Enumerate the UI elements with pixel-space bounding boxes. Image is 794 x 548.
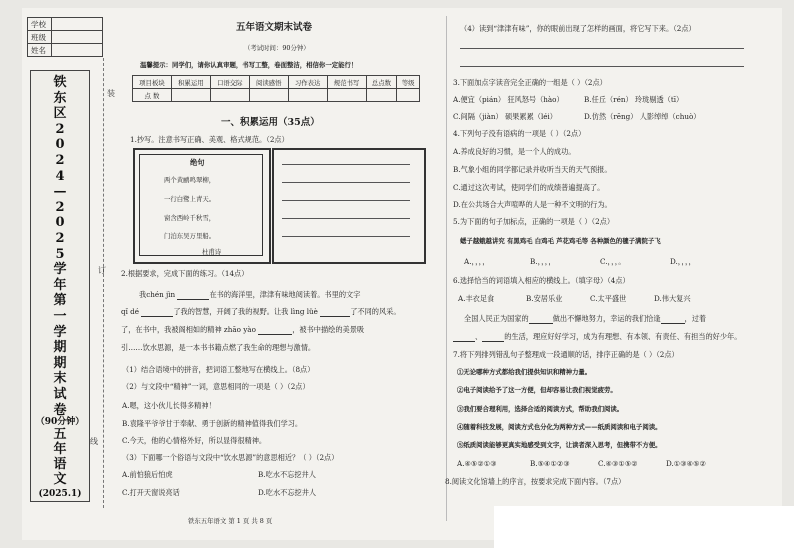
- option-a[interactable]: A.嗯，这小伙儿长得多精神！: [122, 401, 216, 410]
- answer-line[interactable]: [460, 48, 744, 49]
- subquestion-3: （3）下面哪一个俗语与文段中“饮水思源”的意思相近？（ ）（2点）: [122, 453, 339, 462]
- option-d[interactable]: D.仿然（rēng） 人影绰绰（chuò）: [584, 112, 701, 121]
- option-d[interactable]: D.在公共场合大声喧哗的人是一种不文明的行为。: [453, 200, 612, 209]
- option-c: C.太平盛世: [590, 294, 627, 303]
- answer-blank[interactable]: [661, 314, 685, 324]
- vertical-title-char: 区: [53, 106, 67, 122]
- sentence-item: ①无论哪种方式都给我们提供知识和精神力量。: [457, 368, 592, 376]
- option-c[interactable]: C.，，，。: [600, 257, 626, 266]
- sentence-item: ⑤纸质阅读能够更真实地感受到文字，让读者深入思考，但携带不方便。: [457, 441, 662, 449]
- score-table-header: 习作表达: [288, 76, 327, 89]
- vertical-title-char: —: [53, 184, 67, 200]
- question-6: 6.选择恰当的词语填入相应的横线上。（填字母）（4点）: [453, 276, 630, 285]
- answer-blank[interactable]: [320, 307, 350, 317]
- score-row-label: 点 数: [133, 89, 172, 102]
- writing-line: [282, 164, 410, 165]
- vertical-title-char: 东: [53, 90, 67, 106]
- vertical-title-char: 学: [53, 262, 67, 278]
- question-5: 5.为下面的句子加标点，正确的一项是（ ）（2点）: [453, 217, 615, 226]
- answer-line[interactable]: [460, 66, 744, 67]
- question-7: 7.将下列排列错乱句子整理成一段通顺的话，排序正确的是（ ）（2点）: [453, 350, 679, 359]
- score-table-header: 规范书写: [327, 76, 366, 89]
- vertical-title-char: 2: [55, 199, 65, 215]
- exam-duration: （90分钟）: [35, 417, 85, 427]
- question-2-4: （4）读到“津津有味”，你的眼前出现了怎样的画面，将它写下来。（2点）: [460, 24, 696, 33]
- grade-subject-char: 五: [53, 427, 67, 442]
- tip-text: 温馨提示：同学们，请你认真审题，书写工整，卷面整洁，相信你一定能行！: [140, 61, 358, 69]
- option-d: D.伟大复兴: [654, 294, 691, 303]
- grade-subject-char: 文: [53, 472, 67, 487]
- writing-line: [282, 200, 410, 201]
- exam-time: （考试时间：90分钟）: [244, 44, 310, 52]
- option-c[interactable]: C.今天，他的心情格外好，所以显得很精神。: [122, 436, 267, 445]
- option-d[interactable]: D.①③④⑤②: [666, 459, 707, 468]
- exam-date: (2025.1): [38, 489, 82, 499]
- page-footer: 铁东五年语文 第 1 页 共 8 页: [188, 517, 273, 525]
- name-label: 姓名: [28, 44, 52, 57]
- vertical-title-char: 末: [53, 371, 67, 387]
- column-divider: [446, 16, 447, 521]
- option-a[interactable]: A.，，，，: [464, 257, 490, 266]
- score-table-header: 积累运用: [171, 76, 210, 89]
- writing-line: [282, 182, 410, 183]
- passage-line-3: 了，在书中，我被阁相如的精神 zhāo yào ，被书中描绘的美景吸: [121, 325, 365, 334]
- vertical-title-char: 第: [53, 293, 67, 309]
- student-info-table: [27, 17, 103, 57]
- binding-line: [103, 58, 104, 508]
- vertical-title-char: 期: [53, 355, 67, 371]
- answer-blank[interactable]: [141, 307, 173, 317]
- answer-blank[interactable]: [177, 290, 209, 300]
- poem-line: 两个黄鹂鸣翠柳，: [164, 176, 216, 184]
- answer-blank[interactable]: [529, 314, 553, 324]
- sentence-item: ③我们要合理利用，选择合适的阅读方式，帮助我们阅读。: [457, 405, 624, 413]
- subquestion-2: （2）与文段中“精神”一词，意思相同的一项是（ ）（2点）: [122, 382, 310, 391]
- poem-line: 门泊东吴万里船。: [164, 232, 216, 240]
- score-table-header: 阅读感悟: [249, 76, 288, 89]
- option-a[interactable]: A.便宜（pián） 狂风怒号（hào）: [453, 95, 564, 104]
- vertical-title-char: 2: [55, 153, 65, 168]
- sentence-item: ④随着科技发展，阅读方式也分化为两种方式——纸质阅读和电子阅读。: [457, 423, 662, 431]
- question-8: 8.阅读文化馆墙上的序言，按要求完成下面内容。（7点）: [445, 477, 626, 486]
- fill-line-2: 、 的生活，理应好好学习，成为有理想、有本领、有责任、有担当的好少年。: [453, 331, 741, 342]
- vertical-title-char: 试: [53, 387, 67, 402]
- vertical-title-char: 期: [53, 340, 67, 356]
- option-d[interactable]: D.吃水不忘挖井人: [258, 488, 317, 497]
- option-a[interactable]: A.养成良好的习惯，是一个人的成功。: [453, 147, 576, 156]
- exam-title: 五年语文期末试卷: [236, 22, 313, 33]
- binding-mark-ding: 订: [98, 266, 106, 275]
- writing-line: [282, 218, 410, 219]
- vertical-title-char: 4: [55, 168, 65, 184]
- option-c[interactable]: C.④③①⑤②: [598, 459, 638, 468]
- grade-subject-char: 语: [53, 457, 67, 472]
- question-2: 2.根据要求，完成下面的练习。（14点）: [121, 269, 249, 278]
- sentence-item: ②电子阅读给予了这一方便，但却容易让我们视觉疲劳。: [457, 386, 617, 394]
- poem-title: 绝句: [190, 158, 205, 167]
- option-a[interactable]: A.前怕狼后怕虎: [122, 470, 173, 479]
- score-table-header: 项目板块: [133, 76, 172, 89]
- question-4: 4.下列句子没有语病的一项是（ ）（2点）: [453, 129, 586, 138]
- vertical-title-char: 0: [55, 215, 65, 231]
- answer-blank[interactable]: [453, 332, 475, 342]
- school-label: 学校: [28, 18, 52, 31]
- score-table-header: 总点数: [366, 76, 397, 89]
- passage-line-4: 引……饮水思源，是一本书书籍点燃了我生命的理想与激情。: [121, 343, 316, 352]
- vertical-title-column: [30, 70, 90, 502]
- option-b[interactable]: B.气象小组的同学都记录并收听当天的天气预报。: [453, 165, 612, 174]
- option-b[interactable]: B.吃水不忘挖井人: [258, 470, 316, 479]
- section-1-heading: 一、积累运用（35点）: [221, 117, 320, 128]
- vertical-title-char: 2: [55, 121, 65, 137]
- option-a: A.丰衣足食: [458, 294, 495, 303]
- poem-box: [133, 148, 271, 264]
- score-table: [132, 75, 420, 102]
- grade-subject-char: 年: [53, 442, 67, 457]
- binding-mark-zhuang: 装: [107, 89, 115, 98]
- vertical-title-char: 铁: [53, 75, 67, 90]
- passage-line-2: qǐ dé 了我的智慧，开阔了我的视野。让我 lìng lüè 了不同的风采。: [121, 307, 401, 316]
- vertical-title-char: 年: [53, 277, 67, 293]
- poem-line: 一行白鹭上青天。: [164, 195, 216, 203]
- class-label: 班级: [28, 31, 52, 44]
- writing-line: [282, 236, 410, 237]
- binding-mark-xian: 线: [90, 437, 98, 446]
- poem-line: 窗含西岭千秋雪，: [164, 214, 216, 222]
- vertical-title-char: 5: [55, 246, 65, 262]
- score-table-header: 等级: [397, 76, 420, 89]
- punctuation-sentence: 蟋子越蛾越讲究 有黑鸡毛 白鸡毛 芦花鸡毛等 各种颜色的毽子满院子飞: [460, 237, 661, 245]
- fill-line-1: 全国人民正为国家的 做出不懈地努力，幸运的我们恰逢 ，过着: [464, 314, 707, 323]
- answer-blank[interactable]: [258, 325, 292, 335]
- option-b[interactable]: B.任丘（rén） 玲珑剔透（tī）: [584, 95, 684, 104]
- option-b[interactable]: B.袁隆平爷爷甘于奉献、勇于创新的精神值得我们学习。: [122, 419, 303, 428]
- question-1: 1.抄写。注意书写正确、美观、格式规范。（2点）: [130, 135, 289, 144]
- passage-line-1: 我chén jìn 在书的海洋里，津津有味地阅读着。书里的文字: [139, 290, 361, 299]
- option-b[interactable]: B.，，，，: [530, 257, 556, 266]
- poem-inner-frame: [139, 154, 263, 256]
- option-c[interactable]: C.间隔（jiàn） 硕果累累（léi）: [453, 112, 557, 121]
- subquestion-1: （1）结合语境中的拼音，把词语工整地写在横线上。（8点）: [122, 365, 315, 374]
- option-b: B.安居乐业: [526, 294, 563, 303]
- copy-writing-box[interactable]: [272, 148, 426, 264]
- vertical-title-char: 2: [55, 231, 65, 246]
- poem-author: 杜甫诗: [202, 248, 222, 256]
- option-b[interactable]: B.⑤④①②③: [530, 459, 570, 468]
- question-3: 3.下面加点字读音完全正确的一组是（ ）（2点）: [453, 78, 607, 87]
- option-a[interactable]: A.④⑤②①③: [457, 459, 497, 468]
- option-d[interactable]: D.，，，，: [670, 257, 696, 266]
- score-table-header: 口语交际: [210, 76, 249, 89]
- vertical-title-char: 卷: [53, 402, 67, 418]
- vertical-title-char: 0: [55, 137, 65, 153]
- vertical-title-char: 学: [53, 324, 67, 340]
- vertical-title-char: 一: [53, 309, 67, 324]
- blank-corner: [494, 506, 794, 548]
- option-c[interactable]: C.打开天窗说亮话: [122, 488, 180, 497]
- option-c[interactable]: C.通过这次考试，使同学们的成绩普遍提高了。: [453, 183, 605, 192]
- answer-blank[interactable]: [482, 332, 504, 342]
